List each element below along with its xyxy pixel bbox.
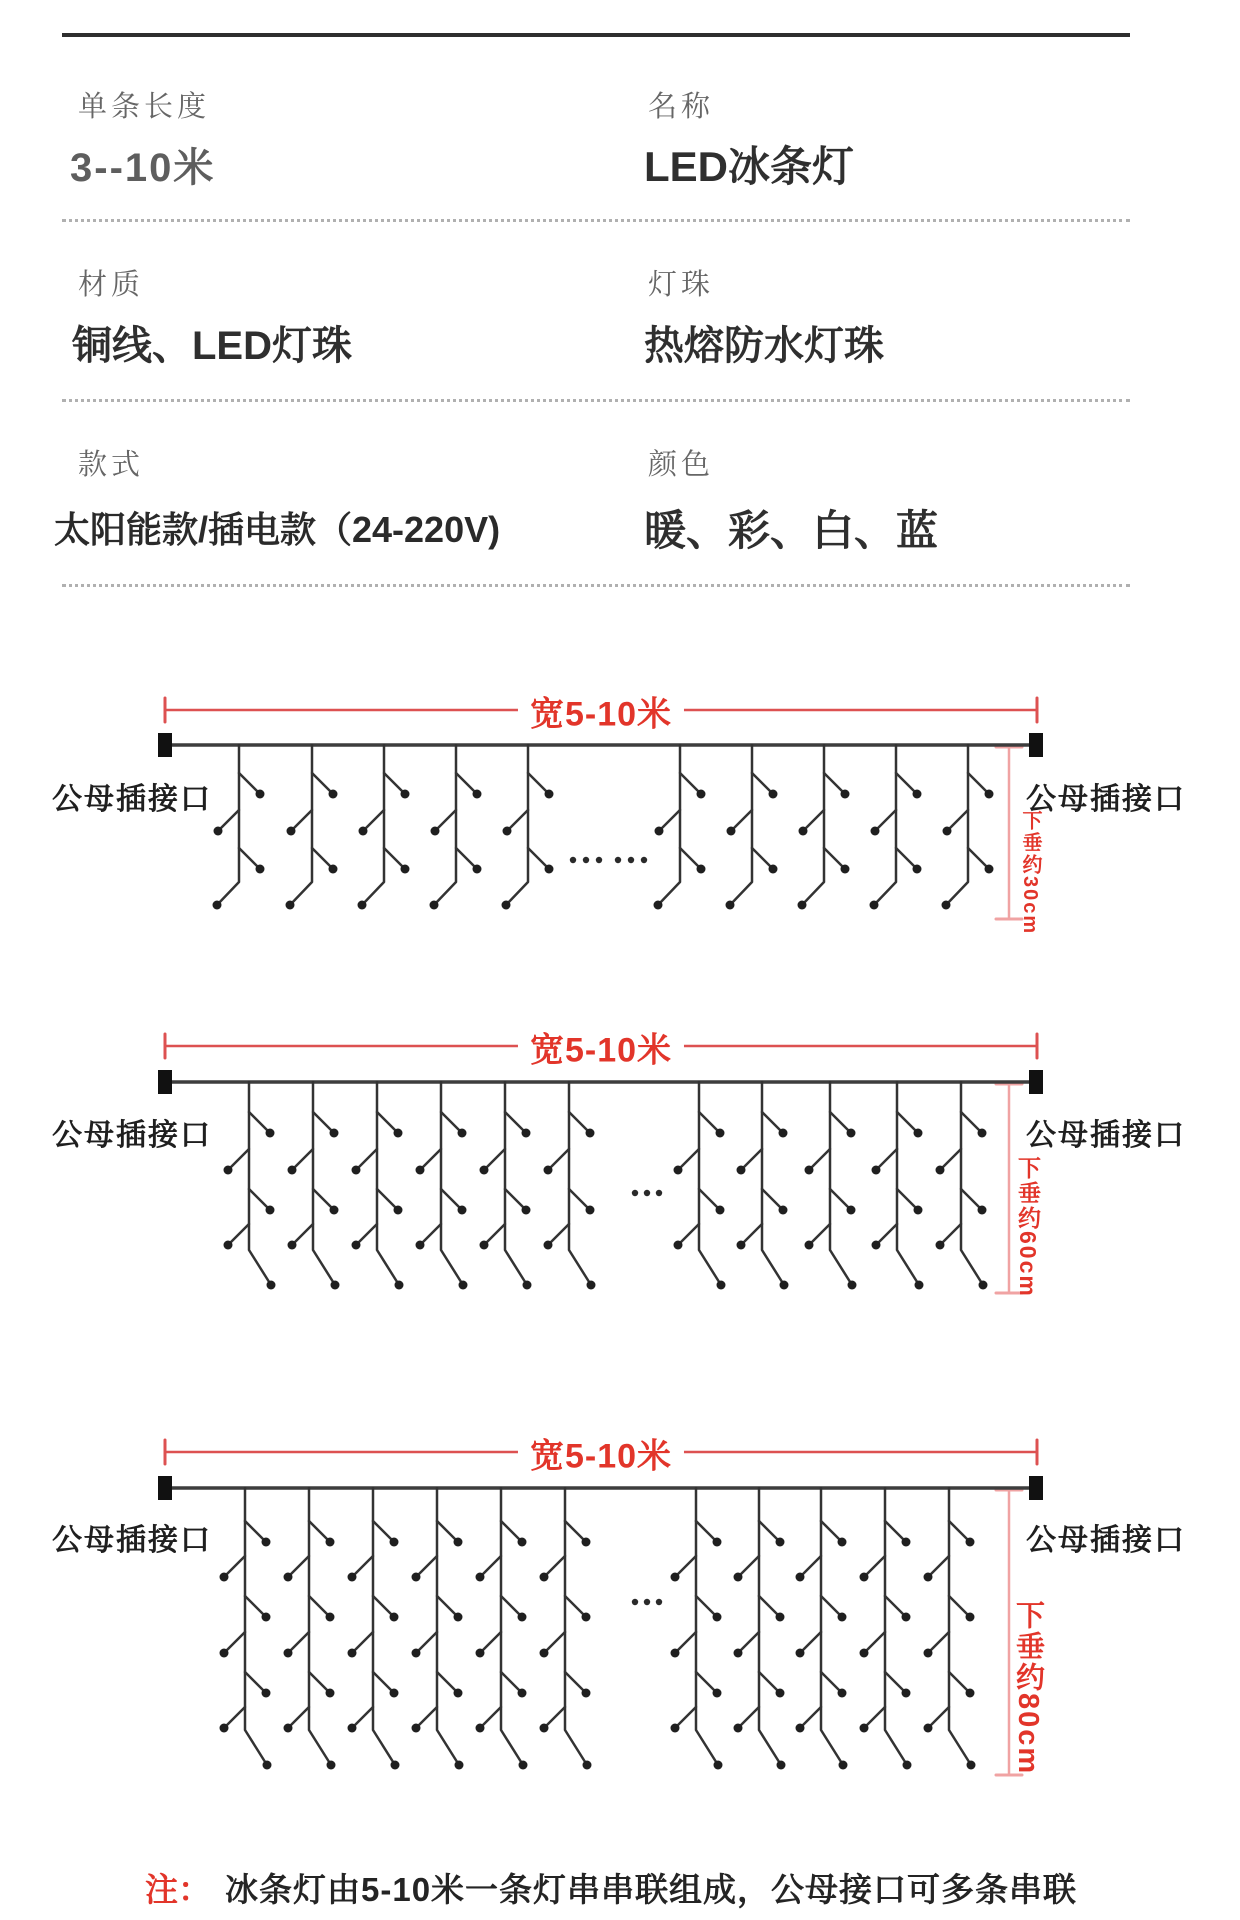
diagram3-droop-label: 下垂约80cm <box>1012 1600 1044 1776</box>
diagram3-right-connector-label: 公母插接口 <box>1026 1524 1186 1557</box>
spec-value-name: LED冰条灯 <box>644 143 855 190</box>
diagram2-left-connector-label: 公母插接口 <box>52 1119 212 1152</box>
diagram1-right-connector-label: 公母插接口 <box>1026 783 1186 816</box>
footnote-text: 冰条灯由5-10米一条灯串串联组成，公母接口可多条串联 <box>225 1871 1078 1908</box>
spec-value-style: 太阳能款/插电款（24-220V) <box>54 509 501 550</box>
diagram2-droop-label: 下垂约60cm <box>1015 1156 1041 1298</box>
spec-label-style: 款式 <box>78 449 145 481</box>
diagram2-width-label: 宽5-10米 <box>518 1023 684 1072</box>
diagram1-width-label: 宽5-10米 <box>518 687 684 736</box>
diagram2-right-connector-label: 公母插接口 <box>1026 1119 1186 1152</box>
spec-label-color: 颜色 <box>648 449 715 481</box>
spec-value-color: 暖、彩、白、蓝 <box>644 507 939 554</box>
spec-value-bulb: 热熔防水灯珠 <box>644 324 884 368</box>
spec-label-material: 材质 <box>78 269 145 301</box>
spec-label-bulb: 灯珠 <box>648 269 715 301</box>
diagram3-left-connector-label: 公母插接口 <box>52 1524 212 1557</box>
diagram1-left-connector-label: 公母插接口 <box>52 783 212 816</box>
footnote-prefix: 注： <box>145 1871 211 1908</box>
diagram1-droop-label: 下垂约30cm <box>1019 810 1041 936</box>
spec-label-name: 名称 <box>648 91 715 123</box>
footnote <box>145 1864 1077 1911</box>
diagram3-width-label: 宽5-10米 <box>518 1429 684 1478</box>
spec-value-material: 铜线、LED灯珠 <box>72 324 352 368</box>
spec-label-strip-length: 单条长度 <box>78 91 211 123</box>
spec-value-strip-length: 3--10米 <box>70 146 216 190</box>
